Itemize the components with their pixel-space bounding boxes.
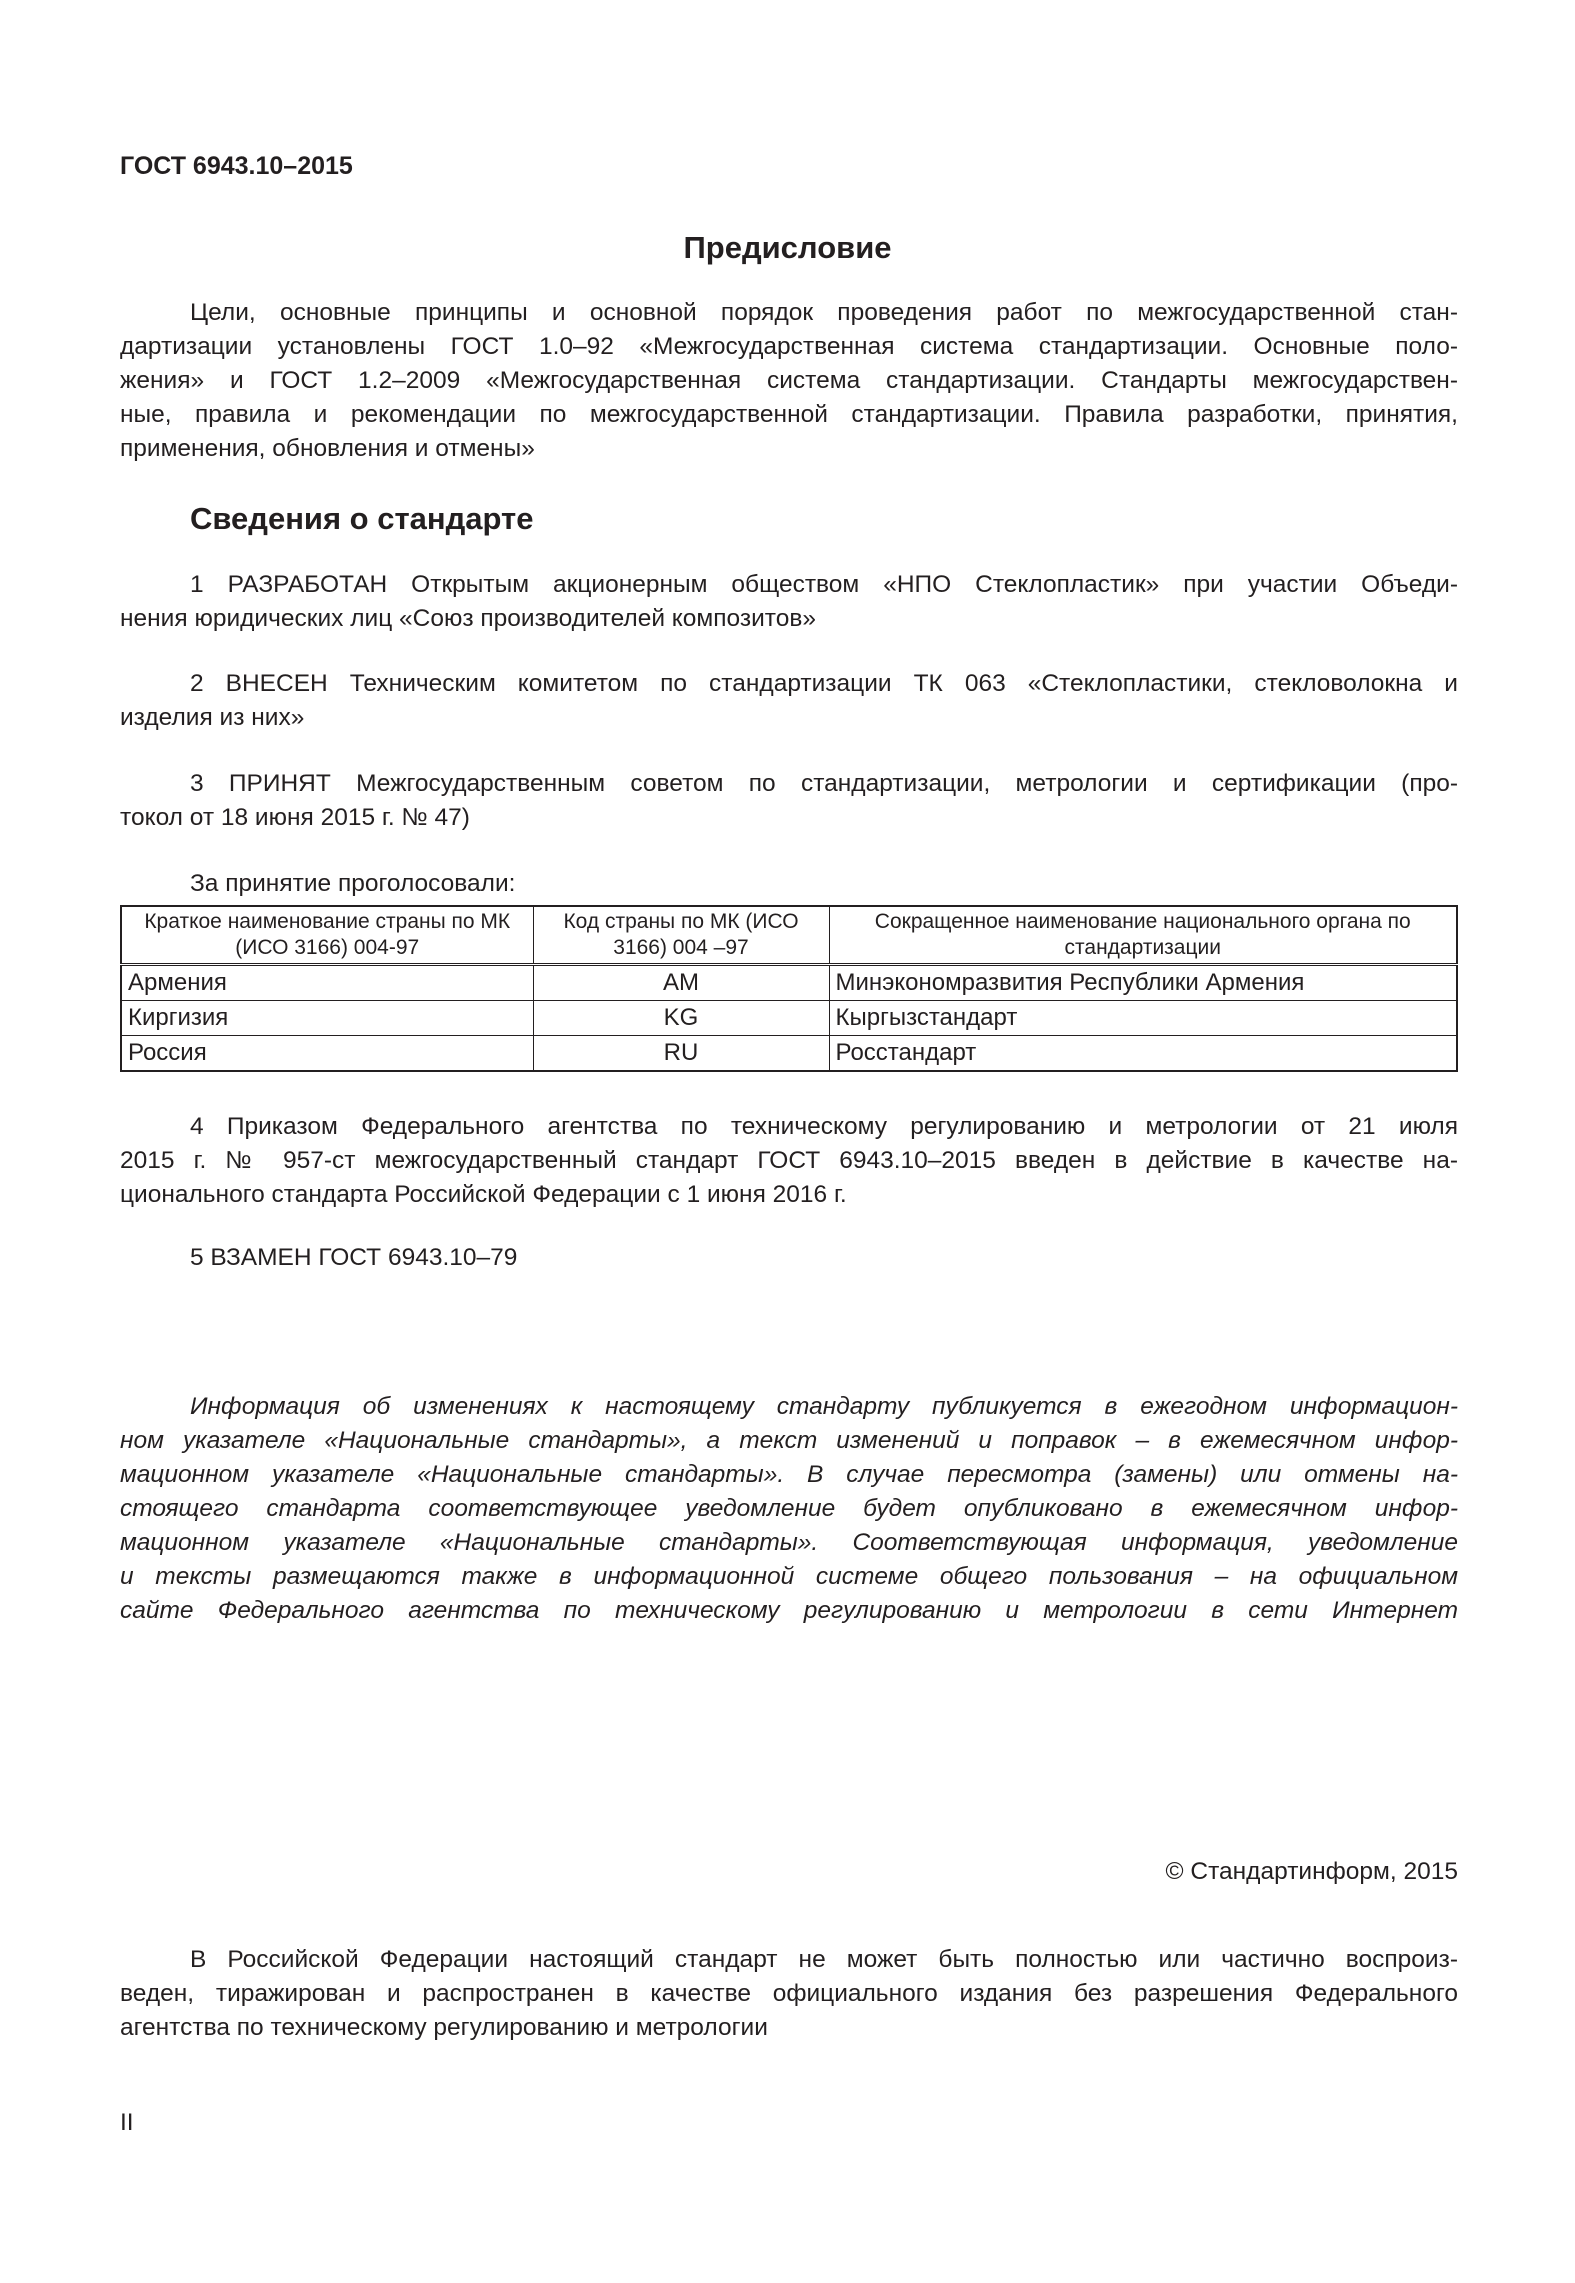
item-replaces: 5 ВЗАМЕН ГОСТ 6943.10–79	[190, 1244, 518, 1271]
text-line: токол от 18 июня 2015 г. № 47)	[120, 804, 470, 831]
text-line: агентства по техническому регулированию и метрологии	[120, 2014, 768, 2041]
text-line: ционального стандарта Российской Федерации с 1 июня 2016 г.	[120, 1181, 847, 1208]
item-adopted	[120, 767, 1458, 835]
code-cell: KG	[533, 1001, 829, 1036]
copyright: © Стандартинформ, 2015	[1165, 1858, 1458, 1885]
text-line: мационном указателе «Национальные стандарты». Соответствующая информация, уведомление	[120, 1529, 1458, 1556]
voting-table	[120, 905, 1458, 1072]
foreword-title: Предисловие	[683, 230, 892, 265]
country-cell: Россия	[121, 1036, 533, 1072]
column-header: Краткое наименование страны по МК (ИСО 3166) 004-97	[121, 906, 533, 965]
table-row	[121, 965, 1457, 1001]
agency-cell: Росстандарт	[829, 1036, 1457, 1072]
text-line: Информация об изменениях к настоящему стандарту публикуется в ежегодном информацион-	[190, 1393, 1458, 1420]
text-line: мационном указателе «Национальные стандарты». В случае пересмотра (замены) или отмены на-	[120, 1461, 1458, 1488]
text-line: В Российской Федерации настоящий стандарт не может быть полностью или частично воспроиз-	[190, 1946, 1458, 1973]
agency-cell: Кыргызстандарт	[829, 1001, 1457, 1036]
country-cell: Киргизия	[121, 1001, 533, 1036]
text-line: 3 ПРИНЯТ Межгосударственным советом по стандартизации, метрологии и сертификации (про-	[190, 770, 1458, 797]
text-line: применения, обновления и отмены»	[120, 435, 535, 462]
text-line: нения юридических лиц «Союз производителей композитов»	[120, 605, 817, 632]
agency-cell: Минэкономразвития Республики Армения	[829, 965, 1457, 1001]
column-header: Код страны по МК (ИСО 3166) 004 –97	[533, 906, 829, 965]
text-line: веден, тиражирован и распространен в качестве официального издания без разрешения Федерального	[120, 1980, 1458, 2007]
text-line: 2 ВНЕСЕН Техническим комитетом по стандартизации ТК 063 «Стеклопластики, стекловолокна и	[190, 670, 1458, 697]
text-line: сайте Федерального агентства по техническому регулированию и метрологии в сети Интернет	[120, 1597, 1458, 1624]
code-cell: AM	[533, 965, 829, 1001]
table-row	[121, 1036, 1457, 1072]
country-cell: Армения	[121, 965, 533, 1001]
text-line: стоящего стандарта соответствующее уведомление будет опубликовано в ежемесячном инфор-	[120, 1495, 1458, 1522]
page-number: II	[120, 2109, 134, 2136]
voted-label: За принятие проголосовали:	[190, 870, 516, 897]
info-title: Сведения о стандарте	[190, 501, 534, 536]
text-line: и тексты размещаются также в информационной системе общего пользования – на официальном	[120, 1563, 1458, 1590]
rights-paragraph	[120, 1943, 1458, 2045]
item-developed	[120, 568, 1458, 636]
document-header: ГОСТ 6943.10–2015	[120, 152, 353, 180]
text-line: ном указателе «Национальные стандарты», а текст изменений и поправок – в ежемесячном инфор-	[120, 1427, 1458, 1454]
text-line: 1 РАЗРАБОТАН Открытым акционерным обществом «НПО Стеклопластик» при участии Объеди-	[190, 571, 1458, 598]
text-line: 4 Приказом Федерального агентства по техническому регулированию и метрологии от 21 июля	[190, 1113, 1458, 1140]
notice-paragraph	[120, 1390, 1458, 1628]
table-header-row	[121, 906, 1457, 965]
text-line: 2015 г. № 957-ст межгосударственный стандарт ГОСТ 6943.10–2015 введен в действие в качестве на-	[120, 1147, 1458, 1174]
text-line: дартизации установлены ГОСТ 1.0–92 «Межгосударственная система стандартизации. Основные поло-	[120, 333, 1458, 360]
foreword-paragraph	[120, 296, 1458, 466]
text-line: ные, правила и рекомендации по межгосударственной стандартизации. Правила разработки, принятия,	[120, 401, 1458, 428]
table-row	[121, 1001, 1457, 1036]
text-line: жения» и ГОСТ 1.2–2009 «Межгосударственная система стандартизации. Стандарты межгосударствен-	[120, 367, 1458, 394]
item-enacted	[120, 1110, 1458, 1212]
text-line: Цели, основные принципы и основной порядок проведения работ по межгосударственной стан-	[190, 299, 1458, 326]
text-line: изделия из них»	[120, 704, 305, 731]
item-introduced	[120, 667, 1458, 735]
code-cell: RU	[533, 1036, 829, 1072]
column-header: Сокращенное наименование национального органа по стандартизации	[829, 906, 1457, 965]
